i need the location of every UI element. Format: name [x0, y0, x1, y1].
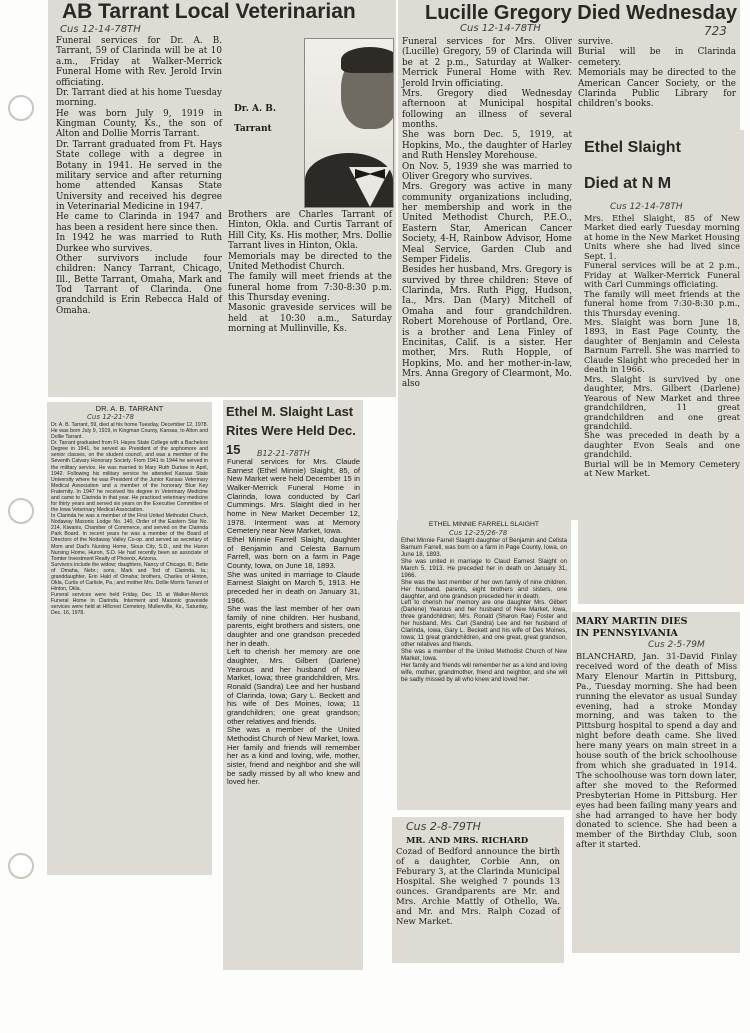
binder-hole-top [8, 95, 34, 121]
cozad-clipping [392, 817, 564, 963]
tarrant-caption-name: Dr. A. B. [234, 104, 276, 114]
martin-clipping [572, 612, 740, 953]
page-number: 723 [704, 24, 727, 38]
portrait-hair [341, 47, 394, 73]
gregory-date-note: Cus 12-14-78TH [460, 23, 541, 34]
ethel-headline-line1: Ethel Slaight [584, 139, 681, 156]
martin-headline-line2: IN PENNSYLVANIA [576, 628, 678, 639]
ethel-body: Mrs. Ethel Slaight, 85 of New Market died early Tuesday morning at home in the New Market Housing Units where she had lived since Sept. 1. Funeral services will be at 2 p.m., Friday at Walker-Merrick Funeral with Carl Cummings officiating. The family will meet friends at the funeral home from 7:30-8:30 p.m., this Thursday evening. Mrs. Slaight was born June 18, 1893, in East Page County, the daughter of Benjamin and Celesta Barnum Farrell. She was married to Claude Slaight who preceded her in death in 1966. Mrs. Slaight is survived by one daughter, Mrs. Gilbert (Darlene) Yearous of New Market and three grandchildren, 11 great grandchildren and one great grandchild. She was preceded in death by a daughter Evon Seals and one grandchild. Burial will be in Memory Cemetery at New Market. [584, 213, 740, 479]
tarrant-obit-heading: DR. A. B. TARRANT [95, 404, 164, 413]
ethel-farrell-date-note: Cus 12-25/26-78 [449, 529, 508, 537]
ethel-slaight-clipping [578, 130, 744, 604]
gregory-headline: Lucille Gregory Died Wednesday [425, 2, 737, 24]
tarrant-obituary-clipping [47, 402, 212, 875]
tarrant-headline: AB Tarrant Local Veterinarian [62, 0, 356, 23]
tarrant-obit-body: Dr. A. B. Tarrant, 59, died at his home Tuesday, December 12, 1978. He was born July 9, 1919, in Kingman County, Kansas, to Alton and Dollie Tarrant. Dr. Tarrant graduated from Ft. Hayes State College with a Bachelors Degree in 1941, he served as President of the sophomore and senior classes, on the student council, and was a member of the Seventh Calvary Honorary Society. From 1941 to 1944 he served in the military service. He was married to Mary Ruth Durkee in April, 1942. Following his military service he attended Kansas State University where he was President of the Junior Kansas Veterinary Medical Association and a member of the honorary Blue Key Fraternity. In 1947 he received his degree in Veterinary Medicine and came to Clarinda in that year. He practiced veterinary medicine for thirty years and served six years on the Executive Committee of the Iowa Veterinary Medical Association. In Clarinda he was a member of the First United Methodist Church, Nodaway Masonic Lodge No. 140, Order of the Eastern Star No. 214, Kiwanis, Chamber of Commerce, and served on the Clarinda Park Board. In recent years he was a member of the Board of Directors of the Nodaway Valley Co-op. and served as secretary of Mom and Dad's Nursing Home, Sioux City, S.D., and the Huron Nursing Home, Huron, S.D. He had recently been an associate of Tomter Investment Realty of Phoenix, Arizona. Survivors include the widow; daughters, Nancy of Chicago, Ill.; Bette of Omaha, Nebr.; sons, Mark and Tod of Clarinda, Ia.; granddaughter, Erin Hald of Omaha; brothers, Charles of Hinton, Okla, Curtis of Carlisle, Pa.; and mother Mrs. Dollie Morris Tarrant of Hinton, Okla. Funeral services were held Friday, Dec. 15 at Walker-Merrick Funeral Home in Clarinda. Interment and Masonic graveside services were held at Hillcrest Cemetery, Mullenville, Ks., Saturday, Dec. 16, 1978. [51, 422, 208, 617]
tarrant-date-note: Cus 12-14-78TH [60, 24, 141, 35]
ethel-headline-line2: Died at N M [584, 175, 672, 192]
ethel-date-note: Cus 12-14-78TH [610, 202, 683, 212]
cozad-date-note: Cus 2-8-79TH [406, 820, 481, 833]
slaight-rites-date-note: B12-21-78TH [257, 449, 310, 458]
tarrant-body-right: Brothers are Charles Tarrant of Hinton, Okla. and Curtis Tarrant of Hill City, Ks. His mother, Mrs. Dollie Tarrant lives in Hinton, Okla. Memorials may be directed to the United Methodist Church. The family will meet friends at the funeral home from 7:30-8:30 p.m. this Thursday evening. Masonic graveside services will be held at 10:30 a.m., Saturday morning at Mullinville, Ks. [228, 210, 392, 335]
cozad-body: Cozad of Bedford announce the birth of a daughter, Corbie Ann, on Feburary 3, at the Clarinda Municipal Hospital. She weighed 7 pounds 13 ounces. Grandparents are Mr. and Mrs. Archie Mattly of Othello, Wa. and Mr. and Mrs. Ralph Cozad of New Market. [396, 847, 560, 927]
tarrant-portrait [304, 38, 394, 208]
tarrant-caption-surname: Tarrant [234, 124, 272, 134]
tarrant-body: Funeral services for Dr. A. B. Tarrant, 59 of Clarinda will be at 10 a.m., Friday at Walker-Merrick Funeral Home with Rev. Jerold Irvin officiating. Dr. Tarrant died at his home Tuesday morning. He was born July 9, 1919 in Kingman County, Ks., the son of Alton and Dollie Morris Tarrant. Dr. Tarrant graduated from Ft. Hays State college with a degree in Botany in 1941. He served in the military service and after returning home attended Kansas State University and received his degree in Veterinarial Medicine in 1947. He came to Clarinda in 1947 and has been a resident here since then. In 1942 he was married to Ruth Durkee who survives. Other survivors include four children: Nancy Tarrant, Chicago, Ill., Bette Tarrant, Omaha, Mark and Tod Tarrant of Clarinda. One grandchild is Erin Rebecca Hald of Omaha. [56, 36, 222, 316]
slaight-rites-body: Funeral services for Mrs. Claude Earnest (Ethel Minnie) Slaight, 85, of New Market were held December 15 in Walker-Merrick Funeral Home in Clarinda, Iowa conducted by Carl Cummings. Mrs. Slaight died in her home in New Market December 12, 1978. Interment was at Memory Cemetery near New Market, Iowa. Ethel Minnie Farrell Slaight, daughter of Benjamin and Celesta Barnum Farrell, was born on a farm in Page County, Iowa, on June 18, 1893. She was united in marriage to Claude Earnest Slaight on March 5, 1913. He preceded her in death on January 31, 1966. She was the last member of her own family of nine children. Her husband, parents, eight brothers and sisters, one daughter and one grandson preceded her in death. Left to cherish her memory are one daughter, Mrs. Gilbert (Darlene) Yearous and her husband of New Market, Iowa; three grandchildren, Mrs. Ronald (Sandra) Lee and her husband of Clarinda, Iowa; Gary L. Beckett and his wife of Des Moines, Iowa; 11 grandchildren; one great grandson; other relatives and friends. She was a member of the United Methodist Church of New Market, Iowa. Her family and friends will remember her as a kind and loving, wife, mother, sister, friend and neighbor and she will be sadly missed by all who knew and loved her. [227, 457, 360, 787]
gregory-body-left: Funeral services for Mrs. Oliver (Lucille) Gregory, 59 of Clarinda will be at 2 p.m., Saturday at Walker-Merrick Funeral Home with Rev. Jerold Irvin officiating. Mrs. Gregory died Wednesday afternoon at Municipal hospital following an illness of several months. She was born Dec. 5, 1919, at Hopkins, Mo., the daughter of Harley and Ruth Hensley Morehouse. On Nov. 5, 1939 she was married to Oliver Gregory who survives. Mrs. Gregory was active in many community organizations including, her membership and work in the United Methodist Church, P.E.O., Eastern Star, American Cancer Society, 4-H, Rainbow Advisor, Home Meal Service, Garden Club and Semper Fidelis. Besides her husband, Mrs. Gregory is survived by three children: Steve of Clarinda, Mrs. Ruth Pigg, Hudson, Ia., Mrs. Dan (Mary) Mitchell of Omaha and four grandchildren. Robert Morehouse of Portland, Ore. is a brother and Lena Finley of Encinitas, Calif. is a sister. Her mother, Mrs. Ruth Hopple, of Hopkins, Mo. and her mother-in-law, Mrs. Anna Gregory of Clearmont, Mo. also [402, 37, 572, 390]
martin-body: BLANCHARD, Jan. 31-David Finlay received word of the death of Miss Mary Elenour Martin in Pittsburg, Pa., Tuesday morning. She had been running the elevator as usual Sunday evening, had a stroke Monday morning, and was taken to the Pittsburg hospital to spend a day and night before death came. She lived here many years on main street in a house south of the brick schoolhouse from which she graduated in 1914. The schoolhouse was torn down later, after she moved to the Reformed Presbyterian Home in Pittsburg. Her eyes had been failing many years and she had arranged to have her body donated to science. She had been a member of the Birthday Club, soon after it started. [576, 651, 737, 850]
cozad-heading: MR. AND MRS. RICHARD [406, 836, 529, 846]
gregory-body-right: survive. Burial will be in Clarinda cemetery. Memorials may be directed to the American Cancer Society, or the Clarinda Public Library for children's books. [578, 37, 736, 110]
ethel-farrell-clipping [397, 520, 571, 810]
slaight-rites-headline: Ethel M. Slaight Last Rites Were Held Dec. 15 [226, 404, 356, 457]
ethel-farrell-body: Ethel Minnie Farrell Slaight daughter of Benjamin and Celista Barnum Farrell, was born on a farm in Page County, Iowa, on June 18, 1893. She was united in marriage to Claud Earnest Slaight on March 5, 1913. He preceded her in death on January 31, 1966. She was the last member of her own family of nine children. Her husband, parents, eight brothers and sisters, one daughter, and one grandson preceded her in death. Left to cherish her memory are one daughter Mrs. Gilbert (Darlene) Yearous and her husband of New Market, Iowa, three grandchildren; Mrs. Ronald (Sharon Rae) Foster and her husband, Mrs. Carl (Sandra) Lee and her husband of Clarinda, Iowa, Gary L. Beckett and his wife of Des Moines, Iowa; 11 great grandchildren, and one great, great grandson, other relatives and friends. She was a member of the United Methodist Church of New Market, Iowa. Her family and friends will remember her as a kind and loving wife, mother, grandmother, friend and neighbor, and she will be sadly missed by all who knew and loved her. [401, 537, 567, 683]
tarrant-clipping [48, 0, 396, 397]
ethel-farrell-heading: ETHEL MINNIE FARRELL SLAIGHT [428, 521, 540, 528]
martin-headline-line1: MARY MARTIN DIES [576, 616, 688, 627]
binder-hole-middle [8, 498, 34, 524]
martin-date-note: Cus 2-5-79M [648, 640, 705, 650]
tarrant-obit-date-note: Cus 12-21-78 [87, 413, 134, 421]
binder-hole-bottom [8, 853, 34, 879]
slaight-rites-clipping [223, 400, 363, 970]
